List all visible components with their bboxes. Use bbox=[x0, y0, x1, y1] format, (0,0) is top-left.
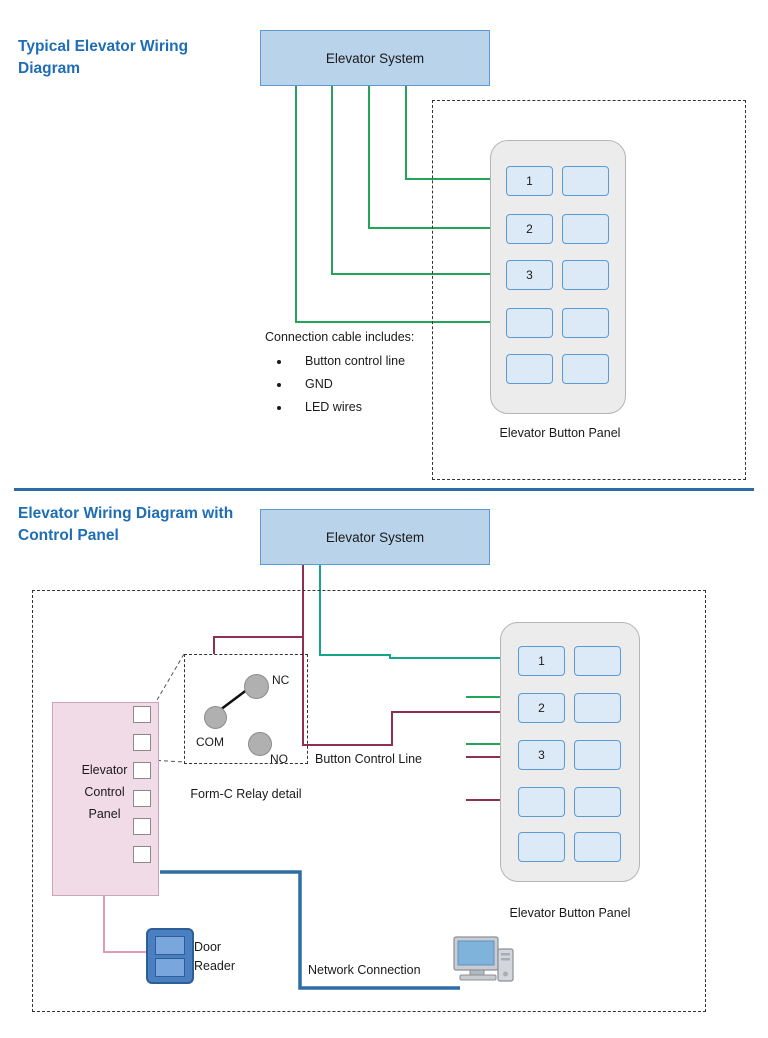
relay-com-label: COM bbox=[196, 735, 224, 749]
relay-nc-label: NC bbox=[272, 673, 290, 687]
network-connection-label: Network Connection bbox=[308, 963, 421, 977]
control-panel-label-line3: Panel bbox=[88, 806, 121, 821]
elevator-system-box-top: Elevator System bbox=[260, 30, 490, 86]
door-reader-keypad bbox=[155, 958, 185, 977]
control-panel-terminal[interactable] bbox=[133, 734, 151, 751]
button-control-line-label: Button Control Line bbox=[315, 752, 423, 766]
computer-icon bbox=[448, 935, 518, 987]
control-panel-label-line1: Elevator bbox=[81, 763, 128, 777]
cable-note-item: • LED wires bbox=[291, 400, 414, 414]
control-panel-label-line2: Control bbox=[84, 784, 125, 799]
panel-button-bottom-10[interactable] bbox=[574, 832, 621, 862]
panel-button-bottom-2[interactable] bbox=[574, 646, 621, 676]
panel-caption-bottom-text: Elevator Button Panel bbox=[509, 906, 631, 920]
panel-button-top-2[interactable] bbox=[562, 166, 609, 196]
relay-no-label: NO bbox=[270, 752, 288, 766]
panel-button-bottom-7[interactable] bbox=[518, 787, 565, 817]
panel-button-top-6[interactable] bbox=[562, 260, 609, 290]
panel-button-top-3[interactable]: 2 bbox=[506, 214, 553, 244]
panel-button-top-5[interactable]: 3 bbox=[506, 260, 553, 290]
relay-no-terminal bbox=[248, 732, 272, 756]
panel-button-top-1[interactable]: 1 bbox=[506, 166, 553, 196]
panel-caption-bottom bbox=[500, 905, 640, 923]
panel-button-top-9[interactable] bbox=[506, 354, 553, 384]
door-reader-label-line2: Reader bbox=[194, 959, 235, 974]
panel-button-top-8[interactable] bbox=[562, 308, 609, 338]
cable-note-heading: Connection cable includes: bbox=[265, 330, 415, 344]
elevator-system-box-bottom: Elevator System bbox=[260, 509, 490, 565]
door-reader-label-line1: Door bbox=[194, 940, 222, 954]
section-divider bbox=[14, 488, 754, 491]
control-panel-terminal[interactable] bbox=[133, 846, 151, 863]
page-title-top: Typical Elevator Wiring Diagram bbox=[18, 38, 189, 78]
page-title-bottom: Elevator Wiring Diagram with Control Panel bbox=[18, 505, 234, 545]
relay-caption: Form-C Relay detail bbox=[190, 787, 302, 801]
panel-button-bottom-4[interactable] bbox=[574, 693, 621, 723]
panel-button-top-10[interactable] bbox=[562, 354, 609, 384]
cable-note-item: • Button control line bbox=[291, 354, 414, 368]
panel-button-bottom-6[interactable] bbox=[574, 740, 621, 770]
relay-com-terminal bbox=[204, 706, 227, 729]
panel-button-bottom-3[interactable]: 2 bbox=[518, 693, 565, 723]
relay-nc-terminal bbox=[244, 674, 269, 699]
door-reader-label bbox=[194, 938, 235, 977]
cable-note-list bbox=[265, 354, 414, 414]
door-reader-screen bbox=[155, 936, 185, 955]
connection-cable-note bbox=[265, 330, 414, 423]
panel-button-bottom-9[interactable] bbox=[518, 832, 565, 862]
panel-button-top-7[interactable] bbox=[506, 308, 553, 338]
panel-caption-top: Elevator Button Panel bbox=[499, 426, 621, 440]
cable-note-item: • GND bbox=[291, 377, 414, 391]
control-panel-label bbox=[52, 760, 157, 826]
door-reader-device bbox=[146, 928, 194, 984]
panel-button-top-4[interactable] bbox=[562, 214, 609, 244]
control-panel-terminal[interactable] bbox=[133, 706, 151, 723]
panel-button-bottom-1[interactable]: 1 bbox=[518, 646, 565, 676]
panel-button-bottom-8[interactable] bbox=[574, 787, 621, 817]
panel-button-bottom-5[interactable]: 3 bbox=[518, 740, 565, 770]
